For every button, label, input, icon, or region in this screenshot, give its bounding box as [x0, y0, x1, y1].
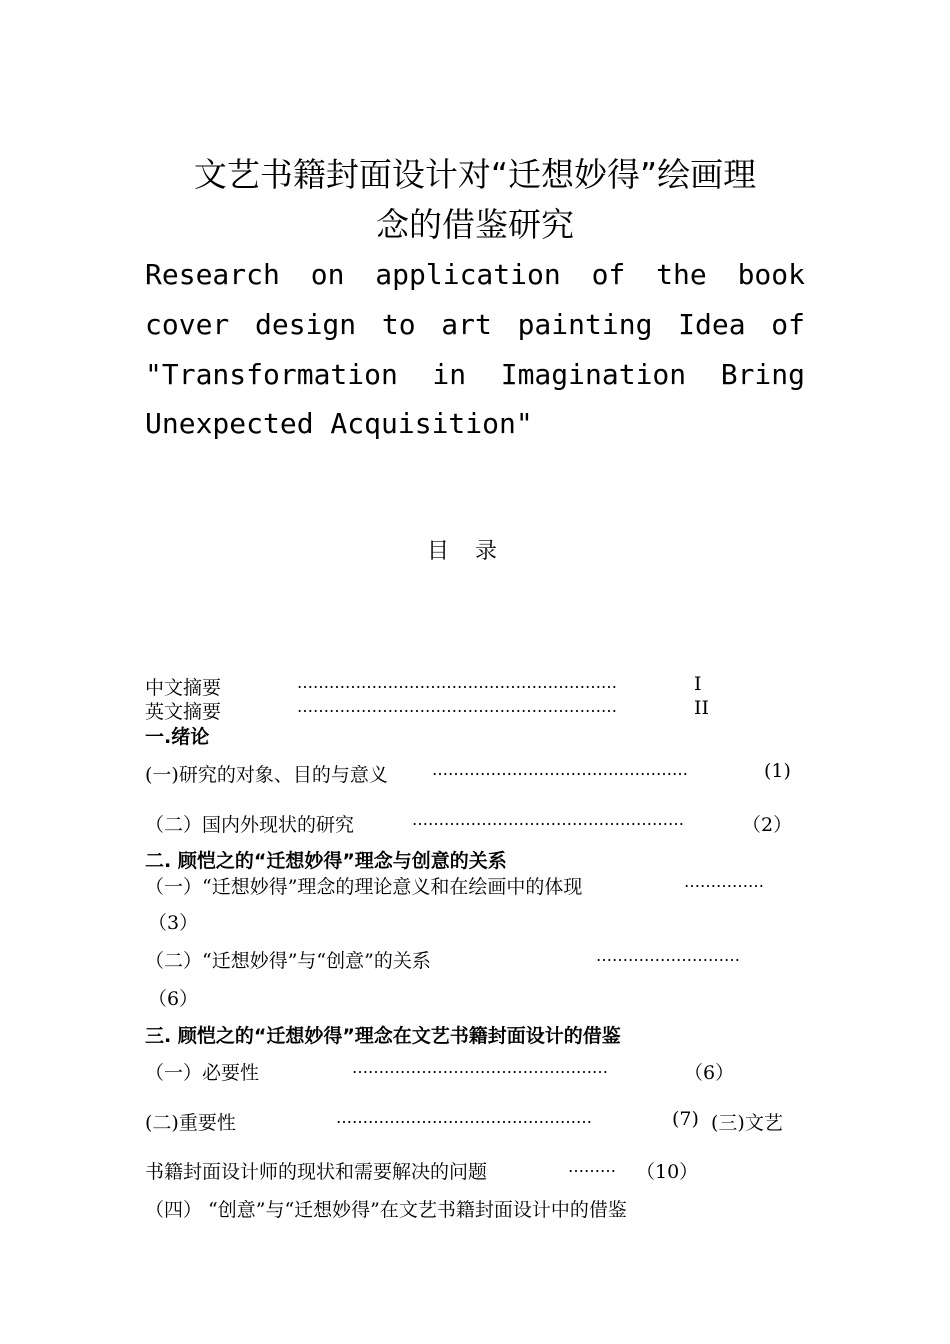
toc-entry-label[interactable]: （一）“迁想妙得”理念的理论意义和在绘画中的体现: [145, 876, 583, 898]
toc-entry-leader: ……………………………………………………: [297, 697, 617, 716]
toc-entry-leader: ……………: [684, 872, 764, 891]
toc-entry-label[interactable]: 中文摘要: [145, 677, 222, 699]
toc-entry-leader: …………………………………………: [336, 1108, 592, 1127]
toc-entry-leader: …………………………………………: [432, 760, 688, 779]
toc-entry-page: (1): [764, 760, 791, 782]
toc-entry-page: （6）: [148, 988, 199, 1010]
toc-entry-page: （3）: [148, 912, 199, 934]
toc-section-heading[interactable]: 二. 顾恺之的“迁想妙得”理念与创意的关系: [145, 850, 507, 872]
toc-entry-label[interactable]: （一）必要性: [145, 1062, 260, 1084]
toc-entry-leader: …………………………………………: [352, 1058, 608, 1077]
toc-entry-page: （10）: [636, 1161, 699, 1183]
toc-entry-page: (7): [672, 1108, 699, 1130]
toc-entry-page: （6）: [684, 1062, 735, 1084]
toc-entry-label[interactable]: (二)重要性: [145, 1112, 236, 1134]
toc-entry-label[interactable]: 书籍封面设计师的现状和需要解决的问题: [145, 1161, 488, 1183]
toc-entry-page: II: [694, 697, 710, 719]
toc-entry-label-continued[interactable]: (三)文艺: [711, 1112, 783, 1134]
toc-section-heading[interactable]: 三. 顾恺之的“迁想妙得”理念在文艺书籍封面设计的借鉴: [145, 1025, 621, 1047]
toc-entry-label[interactable]: (一)研究的对象、目的与意义: [145, 764, 388, 786]
toc-heading: 目录: [426, 539, 523, 564]
title-en-line-1: Research on application of the book: [145, 258, 805, 291]
title-en-line-3: "Transformation in Imagination Bring: [145, 358, 805, 391]
toc-entry-leader: ………………………: [596, 946, 740, 965]
toc-entry-leader: ………: [568, 1157, 616, 1176]
toc-entry-label[interactable]: （二）国内外现状的研究: [145, 814, 355, 836]
toc-entry-label[interactable]: （四） “创意”与“迁想妙得”在文艺书籍封面设计中的借鉴: [145, 1199, 627, 1221]
title-cn-line-2: 念的借鉴研究: [376, 205, 574, 244]
toc-entry-leader: ……………………………………………………: [297, 673, 617, 692]
toc-entry-leader: ……………………………………………: [412, 810, 684, 829]
toc-entry-page: I: [694, 673, 702, 695]
toc-entry-page: （2）: [742, 814, 793, 836]
toc-entry-label[interactable]: 英文摘要: [145, 701, 222, 723]
toc-entry-label[interactable]: （二）“迁想妙得”与“创意”的关系: [145, 950, 431, 972]
title-en-line-4: Unexpected Acquisition": [145, 407, 533, 440]
title-cn-line-1: 文艺书籍封面设计对“迁想妙得”绘画理: [193, 155, 757, 194]
toc-section-heading[interactable]: 一.绪论: [145, 726, 210, 748]
title-en-line-2: cover design to art painting Idea of: [145, 308, 805, 341]
